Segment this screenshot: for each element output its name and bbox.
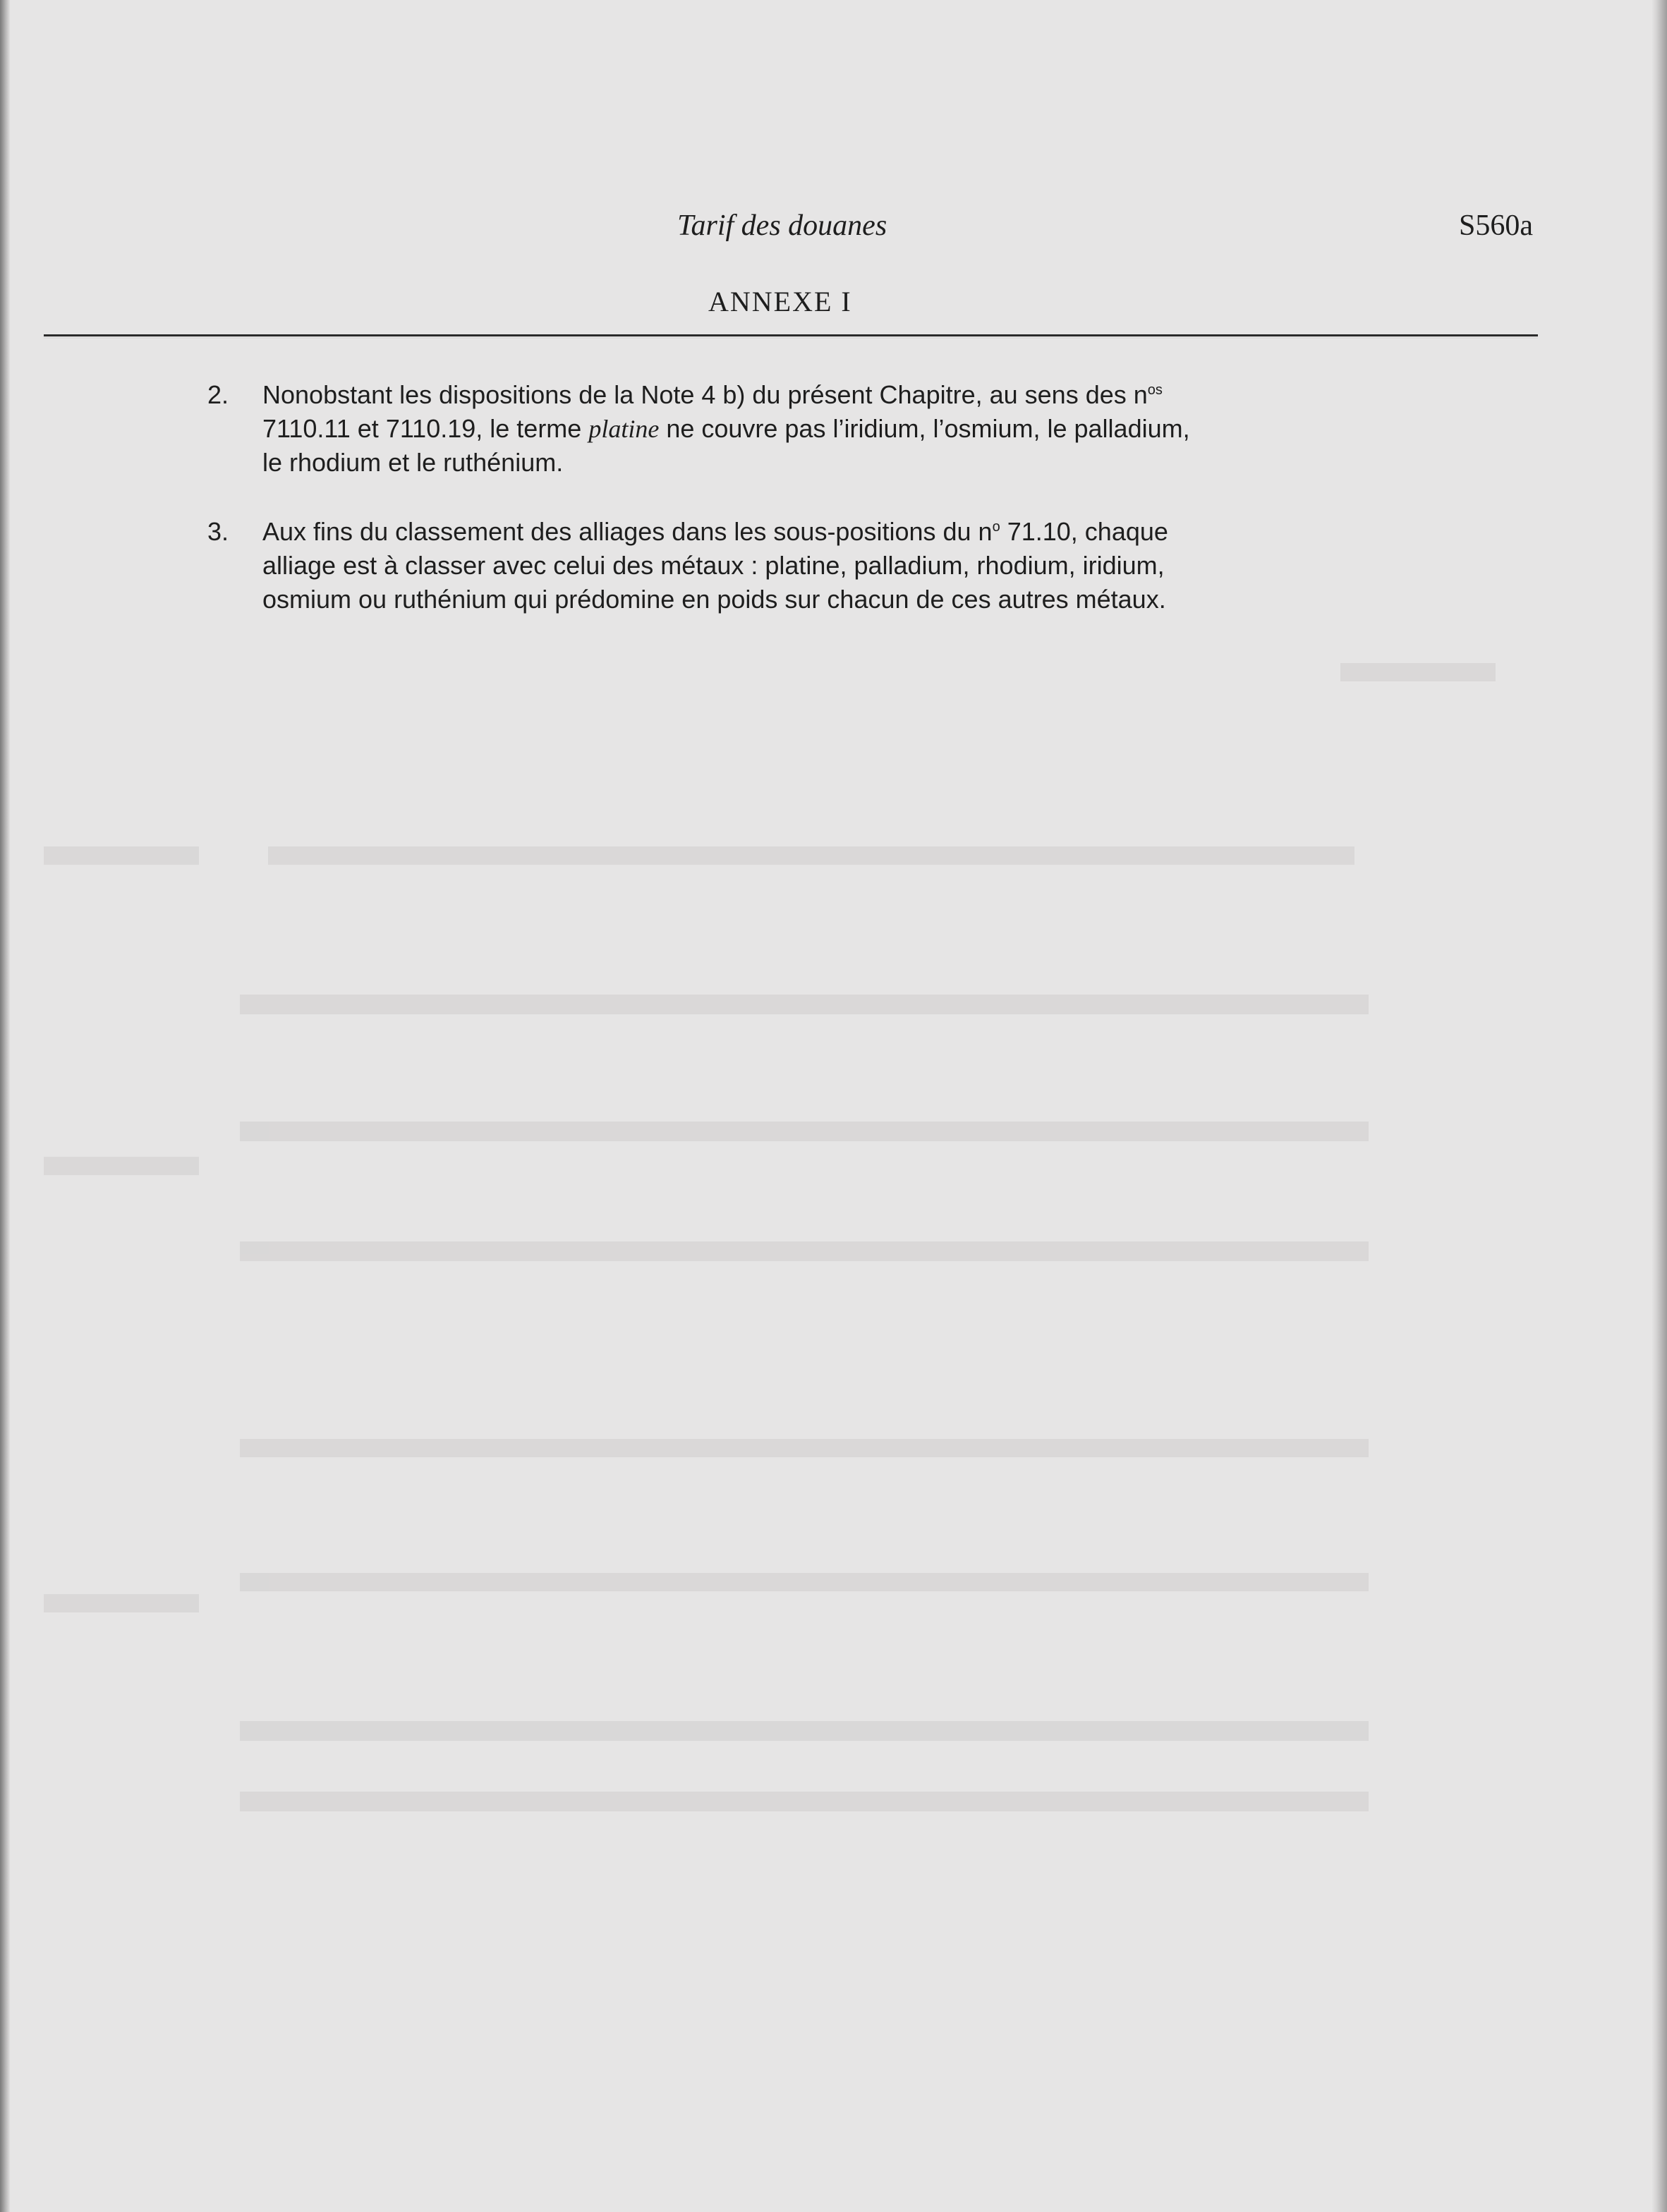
superscript: os	[1147, 382, 1163, 398]
note-text	[262, 515, 1393, 616]
bleed-rule	[44, 337, 1538, 339]
note-item-2	[207, 378, 1393, 480]
bleed-bar-4	[240, 1122, 1369, 1141]
bleed-bar-3	[240, 995, 1369, 1014]
note-line	[262, 515, 1393, 549]
annex-title: ANNEXE I	[708, 286, 852, 317]
bleed-bar-12	[44, 1594, 199, 1612]
bleed-bar-7	[240, 1573, 1369, 1591]
note-text-segment: Nonobstant les dispositions de la Note 4 b) du présent Chapitre, au sens des n	[262, 380, 1148, 409]
bleed-bar-9	[240, 1792, 1369, 1811]
bleed-bar-5	[240, 1241, 1369, 1261]
note-number: 2.	[207, 380, 229, 409]
note-line	[262, 412, 1393, 446]
note-line: alliage est à classer avec celui des métaux : platine, palladium, rhodium, iridium,	[262, 551, 1165, 580]
note-line: le rhodium et le ruthénium.	[262, 448, 564, 477]
header-rule	[44, 334, 1538, 336]
note-text-segment: 7110.11 et 7110.19, le terme	[262, 414, 589, 443]
note-number: 3.	[207, 517, 229, 546]
note-text	[262, 378, 1393, 480]
italic-term: platine	[588, 415, 660, 443]
right-edge-shadow	[1651, 0, 1667, 2212]
note-line	[262, 378, 1393, 412]
superscript: o	[992, 519, 1000, 535]
note-item-3	[207, 515, 1393, 616]
note-text-segment: ne couvre pas l’iridium, l’osmium, le palladium,	[659, 414, 1190, 443]
note-line: osmium ou ruthénium qui prédomine en poids sur chacun de ces autres métaux.	[262, 585, 1166, 614]
bleed-bar-10	[44, 846, 199, 865]
bleed-bar-2	[268, 846, 1354, 865]
note-text-segment: Aux fins du classement des alliages dans les sous-positions du n	[262, 517, 993, 546]
document-header-title: Tarif des douanes	[677, 209, 887, 242]
binding-edge-shadow	[0, 0, 10, 2212]
page-code: S560a	[1459, 209, 1533, 242]
bleed-bar-6	[240, 1439, 1369, 1457]
note-text-segment: 71.10, chaque	[1000, 517, 1168, 546]
bleed-bar-1	[1340, 663, 1496, 681]
bleed-bar-11	[44, 1157, 199, 1175]
bleed-bar-8	[240, 1721, 1369, 1741]
